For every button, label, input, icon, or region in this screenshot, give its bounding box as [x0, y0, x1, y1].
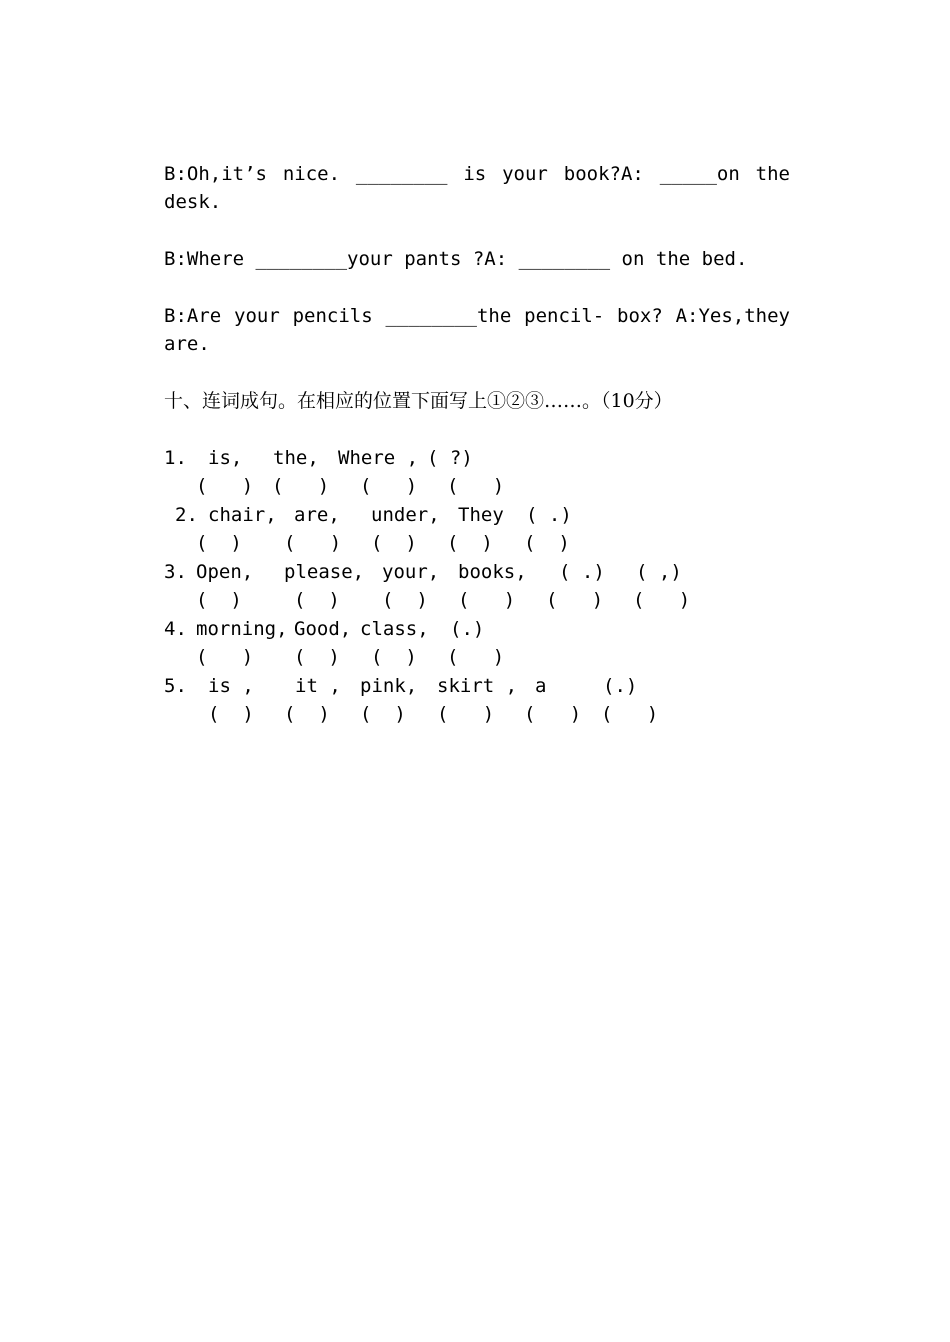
word-token: skirt ,: [437, 675, 518, 697]
word-token: Open,: [196, 561, 254, 583]
word-token: books,: [458, 561, 527, 583]
word-token: it ,: [295, 675, 341, 697]
answer-blank[interactable]: ( ): [382, 589, 428, 611]
dialogue-line-1: B:Oh,it’s nice. ________ is your book?A: _____on the desk.: [164, 163, 790, 213]
item-number: 3.: [164, 561, 187, 583]
word-token: the,: [273, 447, 319, 469]
item-number: 4.: [164, 618, 187, 640]
word-token: ( .): [559, 561, 605, 583]
word-token: ( .): [526, 504, 572, 526]
item-number: 5.: [164, 675, 187, 697]
word-token: please,: [284, 561, 365, 583]
section-heading: 十、连词成句。在相应的位置下面写上①②③……。（10分）: [164, 390, 673, 412]
word-token: They: [458, 504, 504, 526]
answer-blank[interactable]: ( ): [371, 532, 417, 554]
word-token: morning,: [196, 618, 288, 640]
word-token: (.): [450, 618, 485, 640]
answer-blank[interactable]: ( ): [294, 589, 340, 611]
answer-blank[interactable]: ( ): [196, 475, 254, 497]
word-token: chair,: [208, 504, 277, 526]
answer-blank[interactable]: ( ): [294, 646, 340, 668]
word-token: ( ?): [427, 447, 473, 469]
answer-blank[interactable]: ( ): [524, 532, 570, 554]
answer-blank[interactable]: ( ): [196, 646, 254, 668]
answer-blank[interactable]: ( ): [601, 703, 659, 725]
word-token: class,: [360, 618, 429, 640]
answer-blank[interactable]: ( ): [196, 589, 242, 611]
word-token: is,: [208, 447, 243, 469]
answer-blank[interactable]: ( ): [633, 589, 691, 611]
item-number: 1.: [164, 447, 187, 469]
answer-blank[interactable]: ( ): [284, 532, 342, 554]
answer-blank[interactable]: ( ): [546, 589, 604, 611]
dialogue-line-2: B:Where ________your pants ?A: ________ on the bed.: [164, 248, 748, 270]
word-token: a: [535, 675, 547, 697]
word-token: is ,: [208, 675, 254, 697]
dialogue-line-3: B:Are your pencils ________the pencil- box? A:Yes,they are.: [164, 305, 790, 355]
word-token: Where ,: [338, 447, 419, 469]
answer-blank[interactable]: ( ): [284, 703, 330, 725]
answer-blank[interactable]: ( ): [208, 703, 254, 725]
answer-blank[interactable]: ( ): [447, 646, 505, 668]
answer-blank[interactable]: ( ): [437, 703, 495, 725]
answer-blank[interactable]: ( ): [371, 646, 417, 668]
word-token: Good,: [294, 618, 352, 640]
word-token: ( ,): [636, 561, 682, 583]
word-token: pink,: [360, 675, 418, 697]
answer-blank[interactable]: ( ): [447, 475, 505, 497]
item-number: 2.: [175, 504, 198, 526]
answer-blank[interactable]: ( ): [447, 532, 493, 554]
word-token: are,: [294, 504, 340, 526]
word-token: (.): [603, 675, 638, 697]
answer-blank[interactable]: ( ): [360, 475, 418, 497]
word-token: your,: [382, 561, 440, 583]
answer-blank[interactable]: ( ): [196, 532, 242, 554]
answer-blank[interactable]: ( ): [524, 703, 582, 725]
answer-blank[interactable]: ( ): [458, 589, 516, 611]
answer-blank[interactable]: ( ): [360, 703, 406, 725]
word-token: under,: [371, 504, 440, 526]
answer-blank[interactable]: ( ): [272, 475, 330, 497]
